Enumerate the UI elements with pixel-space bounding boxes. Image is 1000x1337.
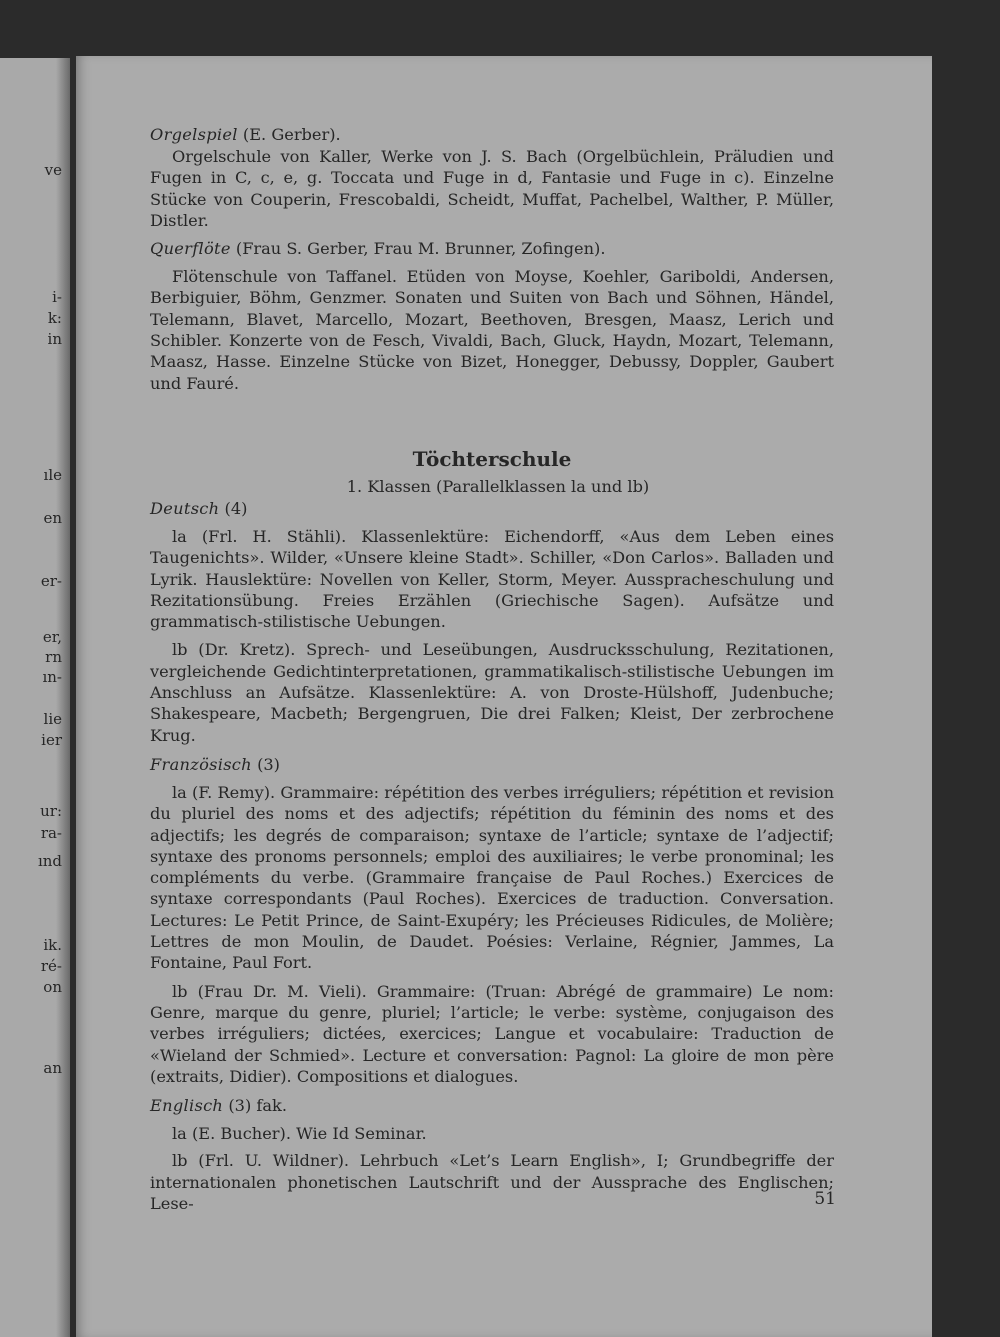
left-page-fragment: an xyxy=(43,1059,62,1077)
orgelspiel-paragraph: Orgelschule von Kaller, Werke von J. S. Bach (Orgelbüchlein, Präludien und Fugen in C, c, e, g. Toccata und Fuge in d, Fantasie und Fuge in c). Einzelne Stücke von Couperin, Frescobaldi, Scheidt, Muffat, Pachelbel, Walther, P. Müller, Distler. xyxy=(150,147,834,230)
subject-name: Orgelspiel xyxy=(150,125,238,144)
subject-hours: (3) fak. xyxy=(228,1096,287,1116)
subject-teacher: (Frau S. Gerber, Frau M. Brunner, Zofingen). xyxy=(235,239,606,259)
subject-hours: (3) xyxy=(257,754,280,774)
left-page-fragment: in xyxy=(47,330,62,348)
left-page-fragment: ier xyxy=(41,731,62,749)
left-page-fragment: i- xyxy=(52,288,62,306)
left-page-fragment: ve xyxy=(44,161,62,179)
left-page-fragment: ra- xyxy=(40,824,62,842)
left-page-fragment: rn xyxy=(45,648,62,666)
deutsch-la-paragraph: la (Frl. H. Stähli). Klassenlektüre: Eichendorff, «Aus dem Leben eines Taugenichts». Wilder, «Unsere kleine Stadt». Schiller, «Don Carlos». Balladen und Lyrik. Hauslektüre: Novellen von Keller, Storm, Meyer. Ausspracheschulung und Rezitationsübung. Freies Erzählen (Griechische Sagen). Aufsätze und grammatisch-stilistische Uebungen. xyxy=(150,526,834,632)
class-heading-row xyxy=(150,476,834,520)
left-page-fragment: ur: xyxy=(40,802,62,820)
left-page-fragment: er- xyxy=(40,572,62,590)
subject-name: Französisch xyxy=(150,754,252,774)
left-page-fragment: k: xyxy=(47,309,62,327)
left-page-fragment: en xyxy=(43,509,62,527)
page-text-column xyxy=(150,124,834,1214)
englisch-lb-paragraph: lb (Frl. U. Wildner). Lehrbuch «Let’s Learn English», I; Grundbegriffe der internationalen phonetischen Lautschrift und der Aussprache des Englischen; Lese- xyxy=(150,1151,834,1213)
book-gutter xyxy=(56,58,70,1337)
left-page-fragment: ik. xyxy=(43,936,62,954)
class-heading: 1. Klassen (Parallelklassen la und lb) xyxy=(346,476,650,496)
subject-teacher: (E. Gerber). xyxy=(242,125,341,144)
deutsch-heading xyxy=(150,498,247,520)
left-page-fragment: ré- xyxy=(40,957,62,975)
englisch-heading xyxy=(150,1095,834,1117)
subject-name: Englisch xyxy=(150,1096,224,1116)
querfloete-heading xyxy=(150,238,834,260)
left-facing-page xyxy=(0,58,70,1337)
left-page-fragment: ınd xyxy=(37,852,62,870)
orgelspiel-heading xyxy=(150,124,834,146)
left-page-fragment: lie xyxy=(43,710,62,728)
franzoesisch-la-paragraph: la (F. Remy). Grammaire: répétition des verbes irréguliers; répétition et revision du pluriel des noms et des adjectifs; répétition du féminin des noms et des adjectifs; les degrés de comparaison; syntaxe de l’article; syntaxe de l’adjectif; syntaxe des pronoms personnels; emploi des auxiliaires; le verbe pronominal; les compléments du verbe. (Grammaire française de Paul Roches.) Exercices de syntaxe correspondants (Paul Roches). Exercices de traduction. Conversation. Lectures: Le Petit Prince, de Saint-Exupéry; les Précieuses Ridicules, de Molière; Lettres de mon Moulin, de Daudet. Poésies: Verlaine, Régnier, Jammes, La Fontaine, Paul Fort. xyxy=(150,782,834,973)
left-page-fragment: ıle xyxy=(43,466,62,484)
subject-hours: (4) xyxy=(224,498,248,518)
deutsch-lb-paragraph: lb (Dr. Kretz). Sprech- und Leseübungen, Ausdrucksschulung, Rezitationen, vergleichende Gedichtinterpretationen, grammatikalisch-stilistische Uebungen im Anschluss an Aufsätze. Klassenlektüre: A. von Droste-Hülshoff, Judenbuche; Shakespeare, Macbeth; Bergengruen, Die drei Falken; Kleist, Der zerbrochene Krug. xyxy=(150,640,834,745)
englisch-la-paragraph: la (E. Bucher). Wie Id Seminar. xyxy=(172,1124,427,1144)
left-page-fragment: on xyxy=(43,978,62,996)
franzoesisch-heading xyxy=(150,754,834,776)
page-number: 51 xyxy=(814,1189,836,1209)
franzoesisch-lb-paragraph: lb (Frau Dr. M. Vieli). Grammaire: (Truan: Abrégé de grammaire) Le nom: Genre, marque du genre, pluriel; l’article; le verbe: système, conjugaison des verbes irréguliers; dictées, exercices; Langue et vocabulaire: Traduction de «Wieland der Schmied». Lecture et conversation: Pagnol: La gloire de mon père (extraits, Didier). Compositions et dialogues. xyxy=(150,981,834,1086)
left-page-fragment: ın- xyxy=(42,668,62,686)
left-page-fragment: er, xyxy=(42,628,62,646)
querfloete-paragraph: Flötenschule von Taffanel. Etüden von Moyse, Koehler, Gariboldi, Andersen, Berbiguier, Böhm, Genzmer. Sonaten und Suiten von Bach und Söhnen, Händel, Telemann, Blavet, Marcello, Mozart, Beethoven, Bresgen, Maasz, Lerich und Schibler. Konzerte von de Fesch, Vivaldi, Bach, Gluck, Haydn, Mozart, Telemann, Maasz, Hasse. Einzelne Stücke von Bizet, Honegger, Debussy, Doppler, Gaubert und Fauré. xyxy=(150,267,834,393)
section-title: Töchterschule xyxy=(412,446,572,471)
subject-name: Querflöte xyxy=(150,239,231,259)
subject-name: Deutsch xyxy=(150,498,220,518)
